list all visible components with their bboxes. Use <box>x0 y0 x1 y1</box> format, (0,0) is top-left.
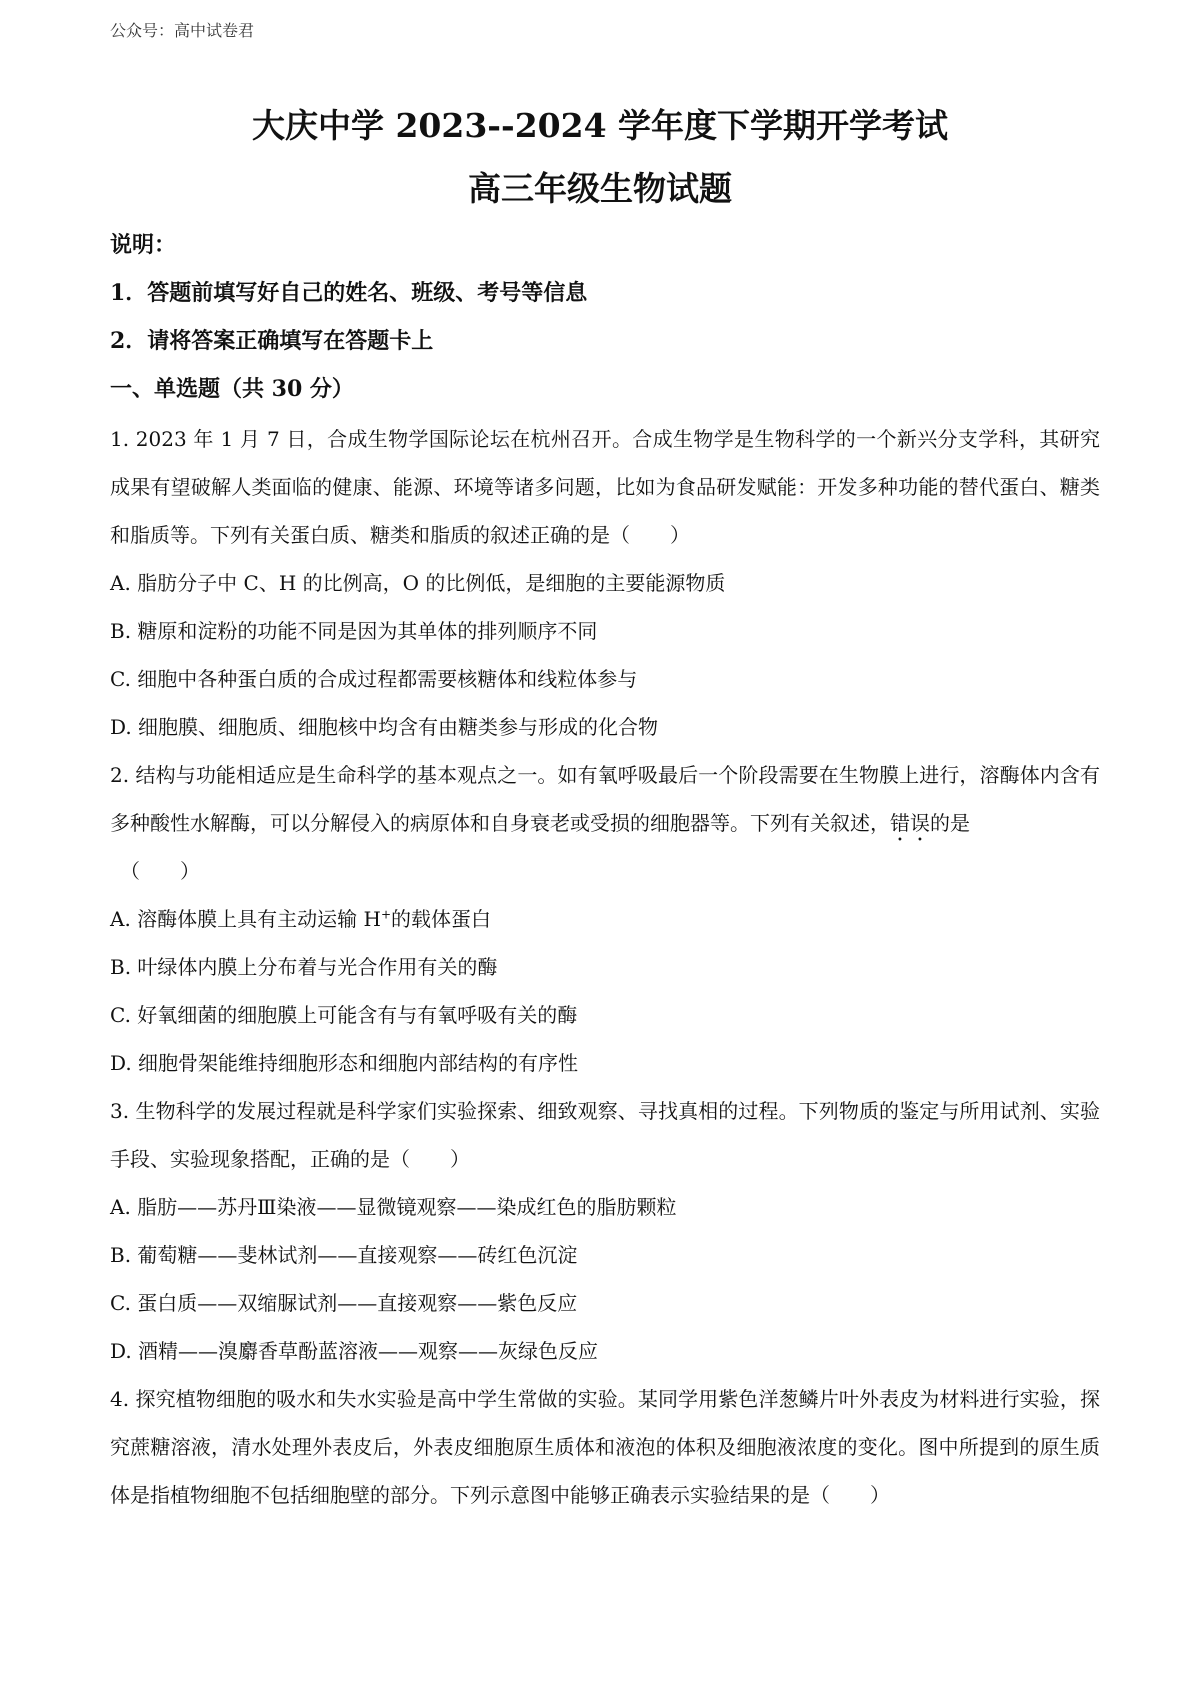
question-1 <box>110 415 1100 751</box>
answer-paren: （ ） <box>120 859 200 883</box>
option-c: C. 细胞中各种蛋白质的合成过程都需要核糖体和线粒体参与 <box>110 667 638 691</box>
note-item-2: 2．请将答案正确填写在答题卡上 <box>110 328 434 354</box>
question-stem: 1. 2023 年 1 月 7 日，合成生物学国际论坛在杭州召开。合成生物学是生物科学的一个新兴分支学科，其研究成果有望破解人类面临的健康、能源、环境等诸多问题，比如为食品研发赋能：开发多种功能的替代蛋白、糖类和脂质等。下列有关蛋白质、糖类和脂质的叙述正确的是（ ） <box>110 427 1100 547</box>
option-b: B. 葡萄糖——斐林试剂——直接观察——砖红色沉淀 <box>110 1243 578 1267</box>
option-a: A. 脂肪——苏丹Ⅲ染液——显微镜观察——染成红色的脂肪颗粒 <box>110 1195 677 1219</box>
option-a-tail: 的载体蛋白 <box>391 907 492 931</box>
option-a <box>110 895 1100 943</box>
question-4 <box>110 1375 1100 1519</box>
option-b: B. 糖原和淀粉的功能不同是因为其单体的排列顺序不同 <box>110 619 598 643</box>
option-a: A. 脂肪分子中 C、H 的比例高，O 的比例低，是细胞的主要能源物质 <box>110 571 726 595</box>
option-a-main: A. 溶酶体膜上具有主动运输 H <box>110 907 381 931</box>
question-stem: 3. 生物科学的发展过程就是科学家们实验探索、细致观察、寻找真相的过程。下列物质的鉴定与所用试剂、实验手段、实验现象搭配，正确的是（ ） <box>110 1099 1100 1171</box>
option-c: C. 蛋白质——双缩脲试剂——直接观察——紫色反应 <box>110 1291 578 1315</box>
option-c: C. 好氧细菌的细胞膜上可能含有与有氧呼吸有关的酶 <box>110 1003 578 1027</box>
stem-main: 2. 结构与功能相适应是生命科学的基本观点之一。如有氧呼吸最后一个阶段需要在生物膜上进行，溶酶体内含有多种酸性水解酶，可以分解侵入的病原体和自身衰老或受损的细胞器等。下列有关叙述， <box>110 763 1100 835</box>
exam-subtitle: 高三年级生物试题 <box>468 169 732 208</box>
option-d: D. 酒精——溴麝香草酚蓝溶液——观察——灰绿色反应 <box>110 1339 599 1363</box>
stem-emphasis: 错误 <box>890 811 930 835</box>
option-b: B. 叶绿体内膜上分布着与光合作用有关的酶 <box>110 955 498 979</box>
stem-tail: 的是 <box>930 811 970 835</box>
option-a-sup: + <box>380 907 392 922</box>
option-d: D. 细胞膜、细胞质、细胞核中均含有由糖类参与形成的化合物 <box>110 715 659 739</box>
question-stem <box>110 751 1100 847</box>
exam-title: 大庆中学 2023--2024 学年度下学期开学考试 <box>251 106 949 145</box>
question-stem: 4. 探究植物细胞的吸水和失水实验是高中学生常做的实验。某同学用紫色洋葱鳞片叶外表皮为材料进行实验，探究蔗糖溶液，清水处理外表皮后，外表皮细胞原生质体和液泡的体积及细胞液浓度的变化。图中所提到的原生质体是指植物细胞不包括细胞壁的部分。下列示意图中能够正确表示实验结果的是（ ） <box>110 1387 1100 1507</box>
question-2 <box>110 751 1100 1087</box>
notes-label: 说明： <box>110 232 177 258</box>
note-item-1: 1．答题前填写好自己的姓名、班级、考号等信息 <box>110 280 588 306</box>
question-list <box>110 415 1100 1519</box>
question-3 <box>110 1087 1100 1375</box>
section-title: 一、单选题（共 30 分） <box>110 376 354 402</box>
option-d: D. 细胞骨架能维持细胞形态和细胞内部结构的有序性 <box>110 1051 579 1075</box>
header-note: 公众号：高中试卷君 <box>110 21 255 40</box>
